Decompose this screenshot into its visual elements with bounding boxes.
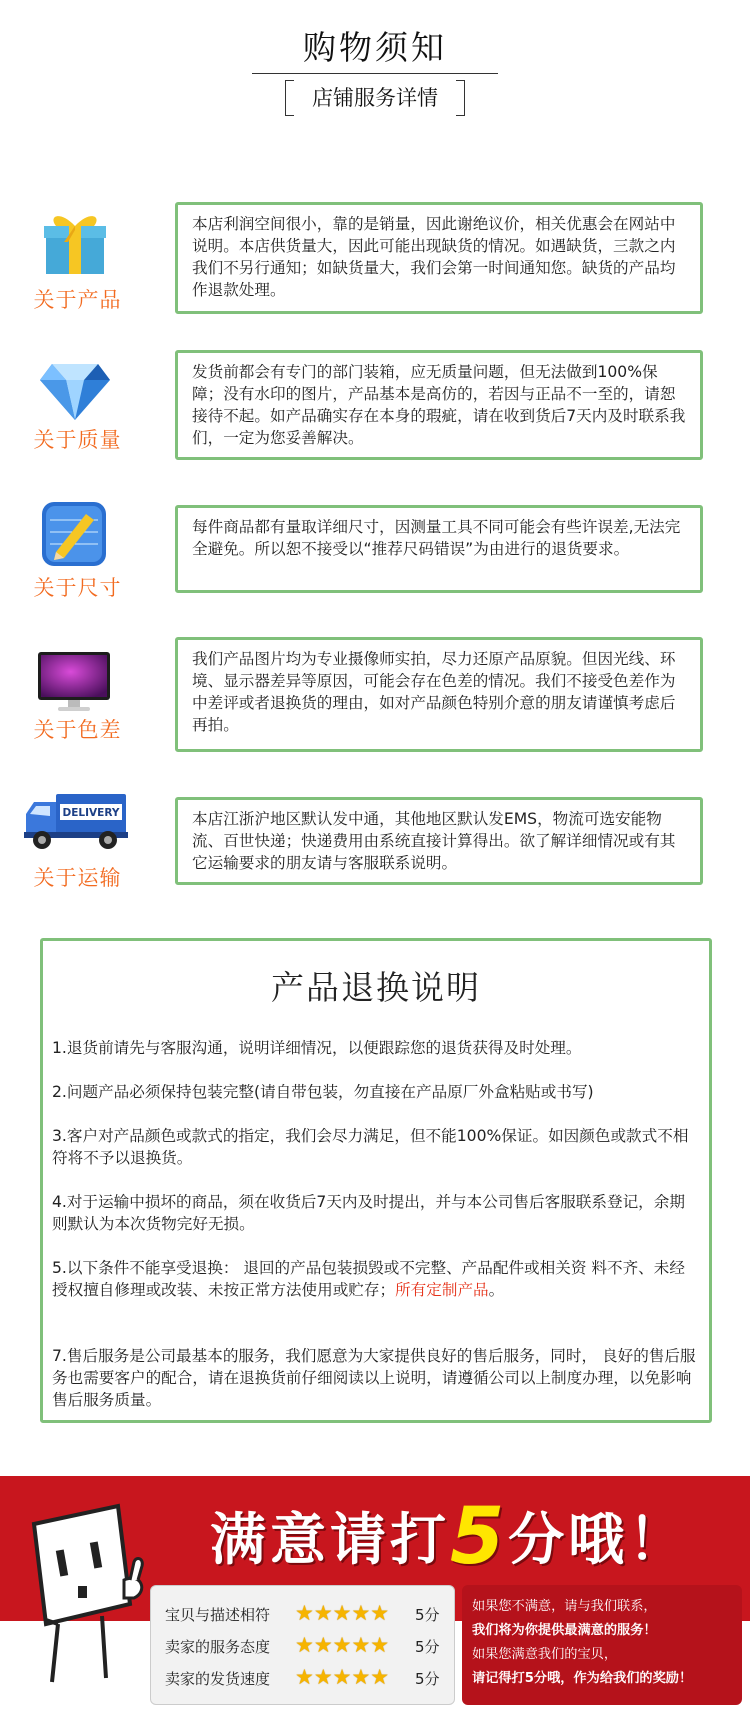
row-label-quality: 关于质量 [33,428,122,452]
returns-title: 产品退换说明 [271,968,481,1007]
page-title: 购物须知 [303,28,447,67]
page-subtitle: 店铺服务详情 [312,86,438,110]
return-rule-1: 1.退货前请先与客服沟通，说明详细情况，以便跟踪您的退货获得及时处理。 [52,1039,582,1057]
title-divider [252,73,498,74]
return-rule-2: 2.问题产品必须保持包装完整(请自带包装，勿直接在产品原厂外盒粘贴或书写) [52,1083,594,1101]
row-label-shipping: 关于运输 [33,866,122,890]
custom-products-highlight: 所有定制产品 [395,1281,489,1299]
row-label-color: 关于色差 [33,718,122,742]
rating-score: 5分 [415,1638,440,1656]
info-box-shipping: 本店江浙沪地区默认发中通，其他地区默认发EMS，物流可选安能物流、百世快递；快递费用由系统直接计算得出。欲了解详细情况或有其它运输要求的朋友请与客服联系说明。 [175,797,703,885]
rating-label: 宝贝与描述相符 [165,1606,271,1624]
gift-icon [42,208,108,276]
truck-label: DELIVERY [62,807,120,819]
rating-score: 5分 [415,1670,440,1688]
note-line-4: 请记得打5分哦，作为给我们的奖励！ [472,1671,693,1686]
rating-label: 卖家的服务态度 [165,1638,271,1656]
rating-row [165,1598,440,1628]
banner-text-pre: 满意请打 [210,1508,450,1573]
star-rating-icon: ★★★★★ [295,1633,390,1657]
note-line-1: 如果您不满意，请与我们联系， [472,1599,657,1614]
info-box-product: 本店利润空间很小，靠的是销量，因此谢绝议价，相关优惠会在网站中说明。本店供货量大，因此可能出现缺货的情况。如遇缺货，三款之内我们不另行通知；如缺货量大，我们会第一时间通知您。缺货的产品均作退款处理。 [175,202,703,314]
monitor-icon [36,650,112,714]
row-label-product: 关于产品 [33,288,122,312]
info-box-color: 我们产品图片均为专业摄像师实拍，尽力还原产品原貌。但因光线、环境、显示器差异等原因，可能会存在色差的情况。我们不接受色差作为中差评或者退换货的理由，如对产品颜色特别介意的朋友请谨慎考虑后再拍。 [175,637,703,752]
note-line-2: 我们将为你提供最满意的服务！ [472,1623,657,1638]
banner-text-post: 分哦！ [508,1508,689,1573]
star-rating-icon: ★★★★★ [295,1601,390,1625]
diamond-icon [38,362,112,422]
ruler-pencil-icon [40,500,108,568]
subtitle-box [285,80,465,116]
star-rating-icon: ★★★★★ [295,1665,390,1689]
left-bracket [285,80,294,116]
note-line-3: 如果您满意我们的宝贝， [472,1647,618,1662]
right-bracket [456,80,465,116]
rating-row [165,1662,440,1692]
delivery-truck-icon [20,790,130,852]
rating-row [165,1630,440,1660]
return-rule-5-text: 5.以下条件不能享受退换： 退回的产品包装损毁或不完整、产品配件或相关资 料不齐、未经授权擅自修理或改装、未按正常方法使用或贮存； [52,1259,685,1299]
info-box-size: 每件商品都有量取详细尺寸，因测量工具不同可能会有些许误差,无法完全避免。所以恕不接受以“推荐尺码错误”为由进行的退货要求。 [175,505,703,593]
rating-label: 卖家的发货速度 [165,1670,271,1688]
return-rule-7: 7.售后服务是公司最基本的服务，我们愿意为大家提供良好的售后服务，同时， 良好的售后服务也需要客户的配合，请在退换货前仔细阅读以上说明，请遵循公司以上制度办理，以免影响售后服务质量。 [52,1347,696,1409]
rule-5-end: 。 [488,1281,505,1299]
return-rule-3: 3.客户对产品颜色或款式的指定，我们会尽力满足，但不能100%保证。如因颜色或款式不相符将不予以退换货。 [52,1127,689,1167]
rating-score: 5分 [415,1606,440,1624]
info-box-quality: 发货前都会有专门的部门装箱，应无质量问题，但无法做到100%保障；没有水印的图片，产品基本是高仿的，若因与正品不一至的，请恕接待不起。如产品确实存在本身的瑕疵，请在收到货后7天内及时联系我们，一定为您妥善解决。 [175,350,703,460]
return-rule-4: 4.对于运输中损坏的商品，须在收货后7天内及时提出，并与本公司售后客服联系登记，余期则默认为本次货物完好无损。 [52,1193,685,1233]
banner-five: 5 [450,1492,509,1582]
return-rule-5 [52,1257,697,1301]
row-label-size: 关于尺寸 [33,576,122,600]
rating-panel [150,1585,455,1705]
mascot-icon [6,1500,156,1690]
banner-headline [210,1488,689,1582]
satisfaction-note [462,1585,742,1705]
